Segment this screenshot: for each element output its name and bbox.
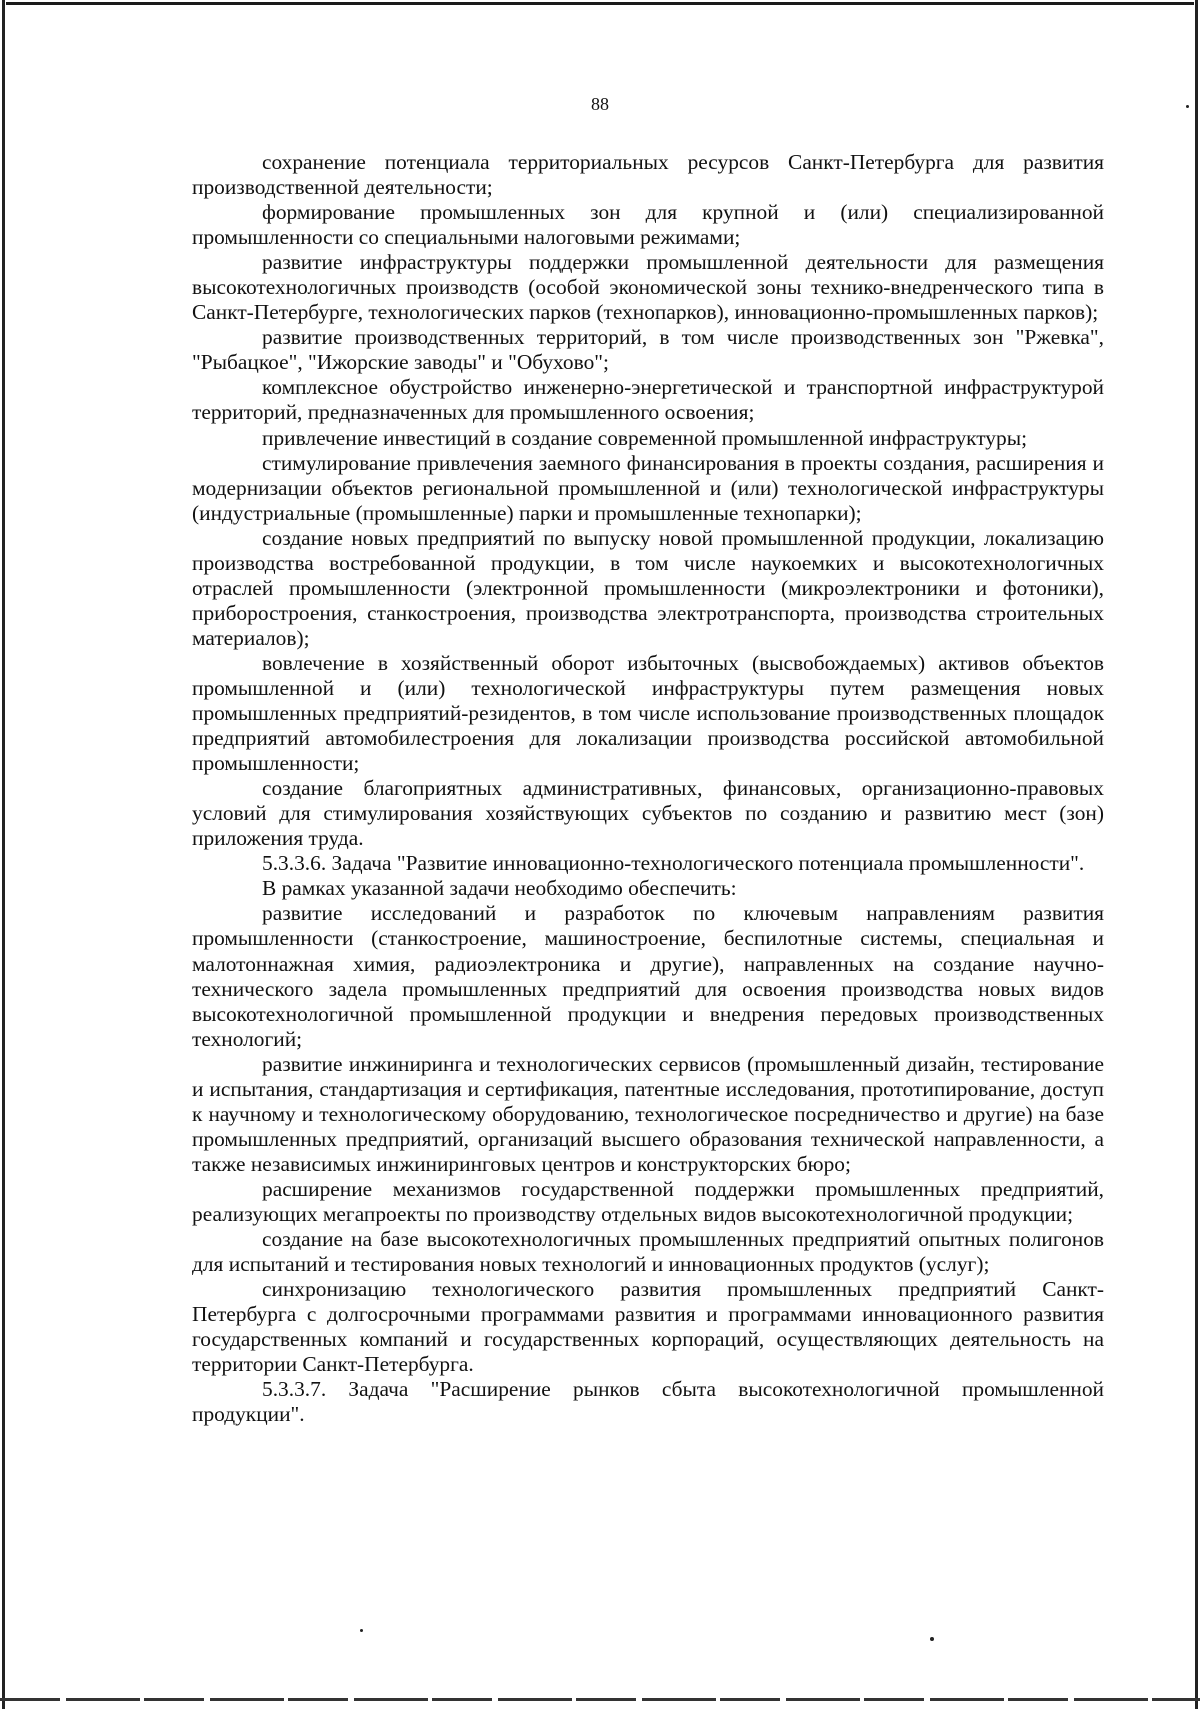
paragraph: синхронизацию технологического развития промышленных предприятий Санкт-Петербурга с долгосрочными программами развития и программами инновационного развития государственных компаний и государственных корпораций, осуществляющих деятельность на территории Санкт-Петербурга. xyxy=(192,1277,1104,1377)
scan-border-bottom xyxy=(0,1698,1200,1701)
section-heading-5-3-3-7: 5.3.3.7. Задача "Расширение рынков сбыта высокотехнологичной промышленной продукции". xyxy=(192,1377,1104,1427)
paragraph: комплексное обустройство инженерно-энергетической и транспортной инфраструктурой территорий, предназначенных для промышленного освоения; xyxy=(192,375,1104,425)
paragraph: сохранение потенциала территориальных ресурсов Санкт-Петербурга для развития производственной деятельности; xyxy=(192,150,1104,200)
scan-speck xyxy=(930,1637,934,1641)
paragraph: привлечение инвестиций в создание современной промышленной инфраструктуры; xyxy=(262,425,1028,450)
paragraph: формирование промышленных зон для крупной и (или) специализированной промышленности со специальными налоговыми режимами; xyxy=(192,200,1104,250)
paragraph: вовлечение в хозяйственный оборот избыточных (высвобождаемых) активов объектов промышленной и (или) технологической инфраструктуры путем размещения новых промышленных предприятий-резидентов, в том числе использование производственных площадок предприятий автомобилестроения для локализации производства российской автомобильной промышленности; xyxy=(192,650,1104,776)
paragraph: В рамках указанной задачи необходимо обеспечить: xyxy=(262,876,737,901)
scan-border-right xyxy=(1195,0,1198,1709)
paragraph: создание на базе высокотехнологичных промышленных предприятий опытных полигонов для испытаний и тестирования новых технологий и инновационных продуктов (услуг); xyxy=(192,1227,1104,1277)
paragraph: создание новых предприятий по выпуску новой промышленной продукции, локализацию производства востребованной продукции, в том числе наукоемких и высокотехнологичных отраслей промышленности (электронной промышленности (микроэлектроники и фотоники), приборостроения, станкостроения, производства электротранспорта, производства строительных материалов); xyxy=(192,525,1104,650)
scan-border-left xyxy=(2,0,5,1709)
paragraph: развитие инжиниринга и технологических сервисов (промышленный дизайн, тестирование и испытания, стандартизация и сертификация, патентные исследования, прототипирование, доступ к научному и технологическому оборудованию, технологическое посредничество и другие) на базе промышленных предприятий, организаций высшего образования технической направленности, а также независимых инжиниринговых центров и конструкторских бюро; xyxy=(192,1051,1104,1176)
section-heading-5-3-3-6: 5.3.3.6. Задача "Развитие инновационно-технологического потенциала промышленности". xyxy=(262,851,1085,876)
paragraph: стимулирование привлечения заемного финансирования в проекты создания, расширения и модернизации объектов региональной промышленной и (или) технологической инфраструктуры (индустриальные (промышленные) парки и промышленные технопарки); xyxy=(192,450,1104,525)
scan-speck xyxy=(1186,105,1189,108)
paragraph: создание благоприятных административных, финансовых, организационно-правовых условий для стимулирования хозяйствующих субъектов по созданию и развитию мест (зон) приложения труда. xyxy=(192,776,1104,851)
scan-border-top xyxy=(6,2,1194,5)
page-number: 88 xyxy=(591,94,609,114)
paragraph: развитие инфраструктуры поддержки промышленной деятельности для размещения высокотехнологичных производств (особой экономической зоны технико-внедренческого типа в Санкт-Петербурге, технологических парков (технопарков), инновационно-промышленных парков); xyxy=(192,250,1104,325)
document-body xyxy=(192,150,1104,1427)
paragraph: развитие производственных территорий, в том числе производственных зон "Ржевка", "Рыбацкое", "Ижорские заводы" и "Обухово"; xyxy=(192,325,1104,375)
paragraph: расширение механизмов государственной поддержки промышленных предприятий, реализующих мегапроекты по производству отдельных видов высокотехнологичной продукции; xyxy=(192,1176,1104,1226)
paragraph: развитие исследований и разработок по ключевым направлениям развития промышленности (станкостроение, машиностроение, беспилотные системы, специальная и малотоннажная химия, радиоэлектроника и другие), направленных на создание научно-технического задела промышленных предприятий для освоения производства новых видов высокотехнологичной промышленной продукции и внедрения передовых производственных технологий; xyxy=(192,901,1104,1051)
scan-speck xyxy=(360,1629,363,1632)
